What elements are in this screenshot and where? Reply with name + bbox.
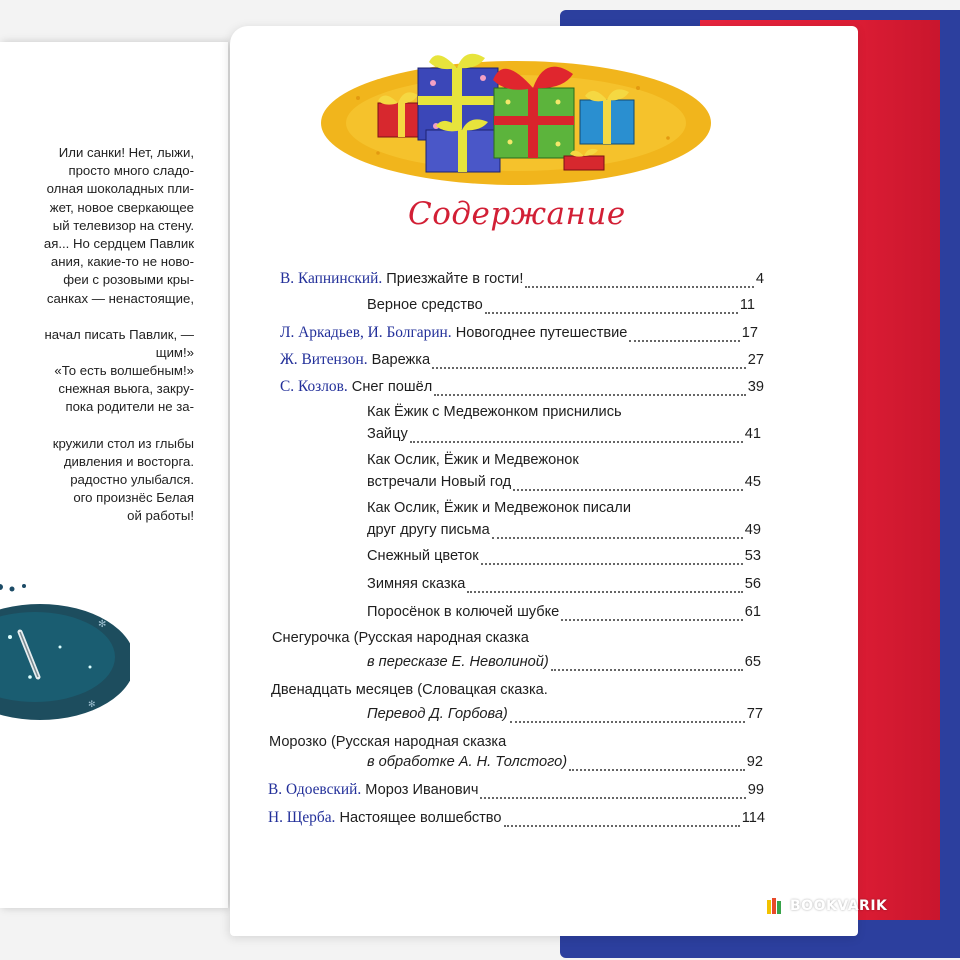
toc-entry	[367, 574, 761, 594]
toc-author: В. Капнинский.	[280, 270, 383, 287]
toc-title: встречали Новый год	[367, 474, 512, 490]
toc-title: Новогоднее путешествие	[455, 325, 628, 341]
toc-title-line	[272, 628, 529, 648]
left-line: кружили стол из глыбы	[52, 435, 194, 451]
toc-author: С. Козлов.	[280, 378, 348, 395]
toc-leader	[504, 813, 740, 827]
toc-entry	[280, 377, 764, 397]
left-line: начал писать Павлик, —	[44, 326, 194, 342]
toc-title: Снег пошёл	[351, 379, 433, 395]
toc-entry	[367, 752, 763, 772]
toc-entry	[367, 546, 761, 566]
left-line: «То есть волшебным!»	[54, 363, 194, 379]
toc-page: 49	[744, 522, 761, 538]
toc-note: (Русская народная сказка	[330, 734, 507, 750]
toc-entry	[367, 424, 761, 444]
left-line: жет, новое сверкающее	[49, 199, 194, 215]
toc-page: 39	[747, 379, 764, 395]
toc-title: Варежка	[371, 352, 431, 368]
toc-page: 56	[744, 576, 761, 592]
left-line: ания, какие-то не ново-	[50, 254, 194, 270]
toc-author: Н. Щерба.	[268, 809, 336, 826]
toc-title-line: Как Ослик, Ёжик и Медвежонок писали	[367, 500, 631, 516]
toc-entry	[367, 652, 761, 672]
toc-note: (Словацкая сказка.	[417, 682, 548, 698]
toc-leader	[551, 657, 743, 671]
left-line: ого произнёс Белая	[73, 490, 194, 506]
toc-title: Мороз Иванович	[365, 782, 479, 798]
toc-leader	[432, 355, 746, 369]
toc-leader	[561, 607, 742, 621]
svg-text:✻: ✻	[88, 700, 96, 710]
toc-leader	[467, 579, 742, 593]
toc-title: Настоящее волшебство	[339, 810, 502, 826]
toc-entry	[367, 602, 761, 622]
toc-title: Поросёнок в колючей шубке	[367, 604, 560, 620]
toc-title: Снежный цветок	[367, 548, 479, 564]
watermark-text: BOOKVARIK	[790, 898, 888, 914]
toc-page: 41	[744, 426, 761, 442]
left-line: ая... Но сердцем Павлик	[43, 235, 194, 251]
toc-author: Л. Аркадьев, И. Болгарин.	[280, 324, 452, 341]
left-line: просто много сладо-	[68, 163, 194, 179]
toc-leader	[510, 709, 745, 723]
toc-leader	[480, 785, 745, 799]
toc-entry	[268, 780, 764, 800]
left-line: пока родители не за-	[65, 399, 194, 415]
toc-entry	[280, 269, 764, 289]
left-line: олная шоколадных пли-	[46, 181, 194, 197]
left-line: Или санки! Нет, лыжи,	[58, 145, 194, 160]
svg-text:✻: ✻	[98, 619, 107, 630]
toc-note: в пересказе Е. Неволиной)	[367, 654, 549, 670]
toc-page: 92	[746, 754, 763, 770]
toc-leader	[629, 328, 739, 342]
toc-title: Зайцу	[367, 426, 408, 442]
toc-page: 61	[744, 604, 761, 620]
toc-leader	[481, 551, 743, 565]
toc-page: 99	[747, 782, 764, 798]
toc-page: 53	[744, 548, 761, 564]
toc-entry	[280, 350, 764, 370]
left-line: ый телевизор на стену.	[52, 217, 194, 233]
left-line: радостно улыбался.	[70, 472, 194, 487]
toc-entry	[268, 808, 765, 828]
toc-note: (Русская народная сказка	[353, 630, 529, 646]
toc-author: Ж. Витензон.	[280, 351, 368, 368]
toc-note: в обработке А. Н. Толстого)	[367, 754, 568, 770]
toc-page: 114	[741, 810, 765, 826]
bookvarik-watermark	[766, 895, 887, 917]
toc-entry	[367, 295, 755, 315]
toc-page: 77	[746, 706, 763, 722]
toc-title: Приезжайте в гости!	[386, 271, 524, 287]
toc-title-line	[271, 680, 548, 700]
left-line: щим!»	[155, 344, 194, 360]
toc-page: 27	[747, 352, 764, 368]
toc-page: 45	[744, 474, 761, 490]
toc-title: Морозко	[269, 734, 327, 750]
left-line: ой работы!	[127, 508, 194, 524]
toc-title-line	[269, 732, 506, 752]
toc-page: 4	[755, 271, 764, 287]
toc-leader	[569, 757, 745, 771]
toc-page: 11	[739, 297, 755, 313]
toc-leader	[492, 525, 743, 539]
books-logo-icon	[766, 898, 786, 914]
toc-title: друг другу письма	[367, 522, 490, 538]
toc-entry	[367, 704, 763, 724]
contents-heading: Содержание	[408, 196, 626, 232]
toc-leader	[485, 300, 738, 314]
left-line: снежная вьюга, закру-	[58, 381, 194, 397]
toc-note: Перевод Д. Горбова)	[367, 706, 508, 722]
left-line: санках — ненастоящие,	[46, 290, 194, 306]
toc-leader	[525, 274, 753, 288]
toc-author: В. Одоевский.	[268, 781, 362, 798]
toc-title: Двенадцать месяцев	[271, 682, 414, 698]
toc-entry	[367, 520, 761, 540]
left-line: феи с розовыми кры-	[63, 272, 194, 288]
toc-title-line: Как Ёжик с Медвежонком приснились	[367, 404, 622, 420]
toc-leader	[434, 382, 746, 396]
toc-title: Зимняя сказка	[367, 576, 466, 592]
toc-page: 65	[744, 654, 761, 670]
toc-leader	[513, 477, 743, 491]
left-line: дивления и восторга.	[63, 453, 194, 469]
toc-entry	[367, 472, 761, 492]
toc-title-line: Как Ослик, Ёжик и Медвежонок	[367, 452, 579, 468]
toc-title: Снегурочка	[272, 630, 350, 646]
toc-entry	[280, 323, 758, 343]
toc-leader	[410, 429, 743, 443]
toc-page: 17	[741, 325, 758, 341]
toc-title: Верное средство	[367, 297, 483, 313]
